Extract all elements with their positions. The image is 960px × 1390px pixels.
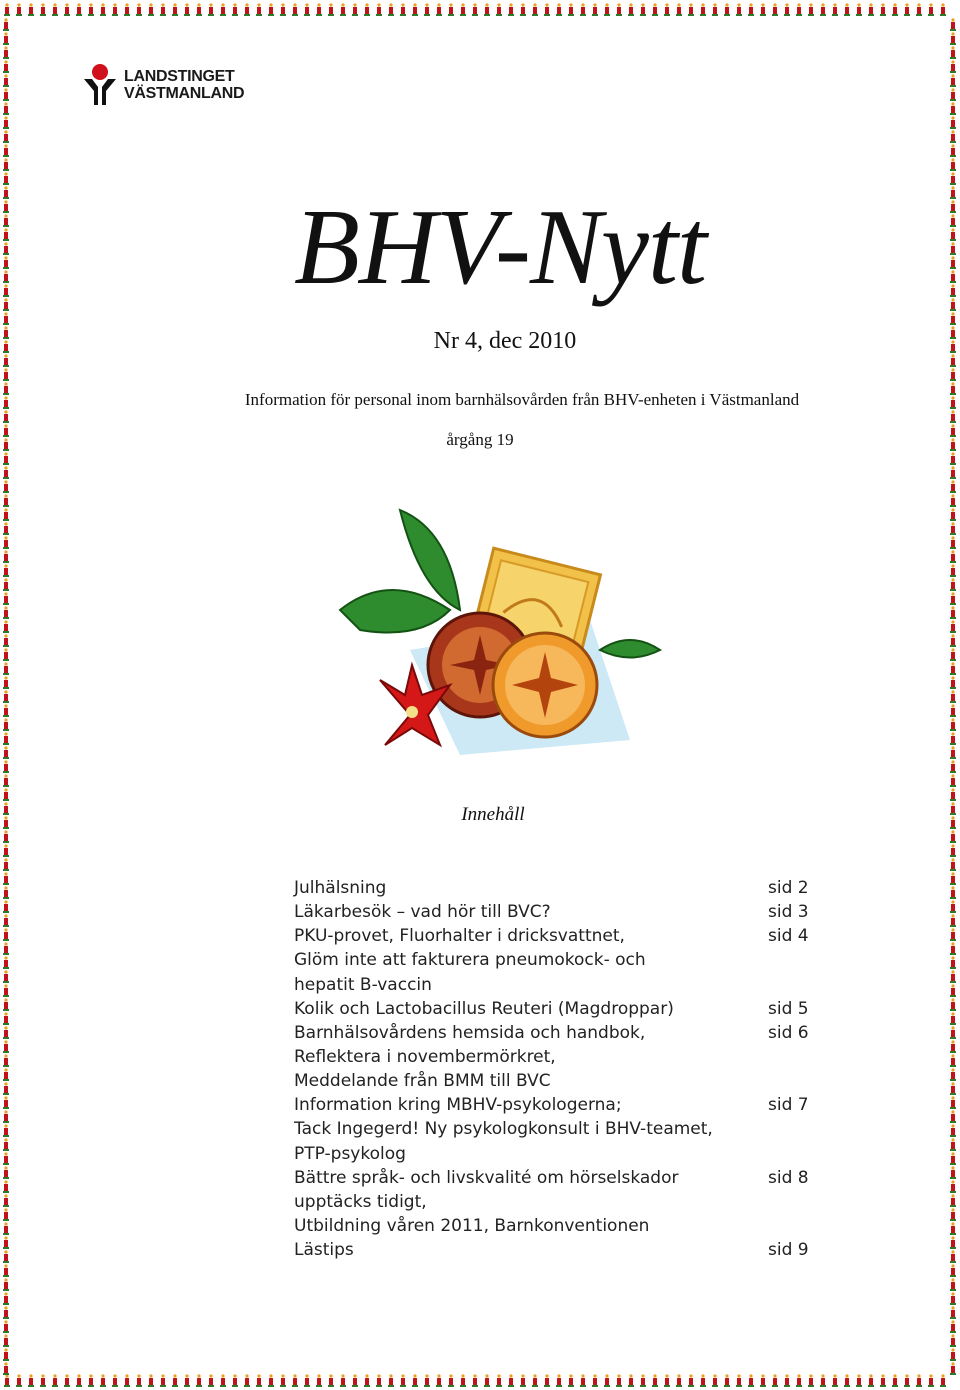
toc-row xyxy=(294,973,814,997)
toc-entry-page: sid 7 xyxy=(768,1095,809,1116)
toc-entry-page xyxy=(768,1190,814,1214)
toc-entry-page xyxy=(768,1117,814,1141)
toc-entry-text: PKU-provet, Fluorhalter i dricksvattnet, xyxy=(294,926,625,947)
toc-entry-text: PTP-psykolog xyxy=(294,1143,406,1164)
toc-entry-page xyxy=(768,1045,814,1069)
toc-row xyxy=(294,1142,814,1166)
toc-row xyxy=(294,1117,814,1141)
toc-row xyxy=(294,1045,814,1069)
landstinget-logo xyxy=(82,62,244,108)
toc-entry-text: Meddelande från BMM till BVC xyxy=(294,1071,551,1092)
toc-heading: Innehåll xyxy=(461,804,525,825)
logo-line-2: VÄSTMANLAND xyxy=(124,85,245,102)
toc-entry-text: Läkarbesök – vad hör till BVC? xyxy=(294,902,551,923)
toc-entry-text: Kolik och Lactobacillus Reuteri (Magdroppar) xyxy=(294,998,674,1019)
logo-wordmark xyxy=(124,68,244,102)
toc-row xyxy=(294,1214,814,1238)
toc-entry-text: Barnhälsovårdens hemsida och handbok, xyxy=(294,1022,646,1043)
toc-entry-text: Information kring MBHV-psykologerna; xyxy=(294,1095,622,1116)
toc-row xyxy=(294,997,814,1021)
volume-label: årgång 19 xyxy=(446,430,514,449)
toc-entry-text: Utbildning våren 2011, Barnkonventionen xyxy=(294,1215,650,1236)
toc-entry-page xyxy=(768,1142,814,1166)
toc-entry-page: sid 2 xyxy=(768,878,809,898)
toc-entry-page: sid 9 xyxy=(768,1240,809,1261)
issue-number: Nr 4, dec 2010 xyxy=(433,328,577,354)
christmas-clipart xyxy=(300,500,680,770)
toc-entry-page xyxy=(768,1069,814,1093)
toc-row xyxy=(294,948,814,972)
toc-row xyxy=(294,1166,814,1190)
toc-entry-page: sid 6 xyxy=(768,1022,809,1043)
toc-entry-page: sid 3 xyxy=(768,902,809,923)
toc-row xyxy=(294,1069,814,1093)
holly-and-oranges-illustration xyxy=(300,500,680,770)
toc-row xyxy=(294,1093,814,1117)
landstinget-logo-icon xyxy=(82,63,118,107)
toc-row xyxy=(294,1190,814,1214)
subtitle-info: Information för personal inom barnhälsovården från BHV-enheten i Västmanland xyxy=(244,390,800,409)
toc-row xyxy=(294,876,814,900)
toc-entry-text: upptäcks tidigt, xyxy=(294,1191,427,1212)
toc-row xyxy=(294,900,814,924)
toc-entry-page xyxy=(768,973,814,997)
toc-row xyxy=(294,1021,814,1045)
toc-entry-page xyxy=(768,1214,814,1238)
toc-entry-page: sid 4 xyxy=(768,926,809,947)
toc-entry-text: Julhälsning xyxy=(294,878,387,898)
toc-row xyxy=(294,924,814,948)
toc-entry-page: sid 8 xyxy=(768,1167,809,1188)
logo-line-1: LANDSTINGET xyxy=(124,68,235,85)
toc-entry-page: sid 5 xyxy=(768,998,809,1019)
toc-entry-page xyxy=(768,948,814,972)
toc-entry-text: Lästips xyxy=(294,1240,354,1261)
table-of-contents xyxy=(294,876,814,1262)
toc-entry-text: Tack Ingegerd! Ny psykologkonsult i BHV-teamet, xyxy=(294,1119,713,1140)
toc-row xyxy=(294,1238,814,1262)
newsletter-title: BHV-Nytt xyxy=(294,188,706,307)
toc-entry-text: Reflektera i novembermörkret, xyxy=(294,1046,556,1067)
toc-entry-text: Bättre språk- och livskvalité om hörselskador xyxy=(294,1167,679,1188)
toc-entry-text: hepatit B-vaccin xyxy=(294,974,432,995)
toc-entry-text: Glöm inte att fakturera pneumokock- och xyxy=(294,950,646,971)
